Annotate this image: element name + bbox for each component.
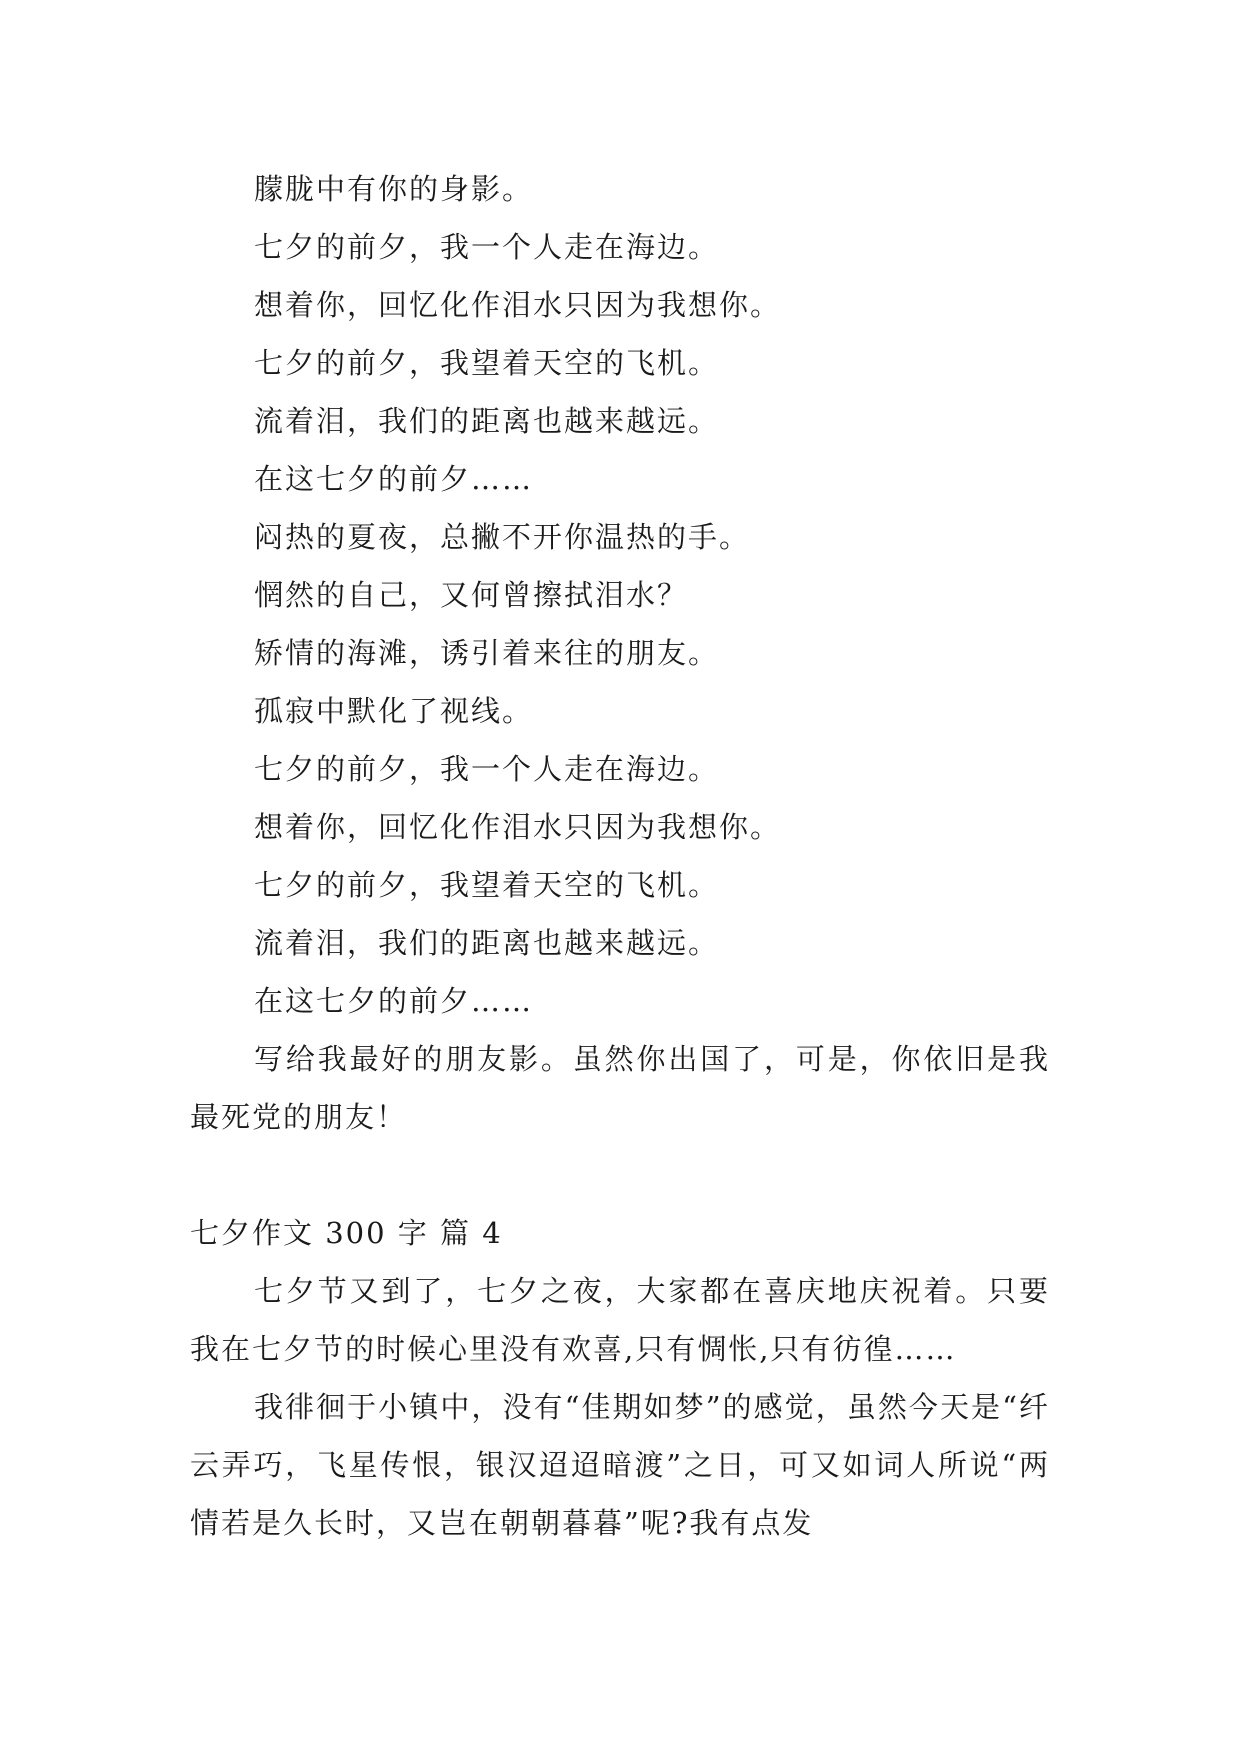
document-body: [190, 160, 1050, 1552]
essay-paragraph: 我徘徊于小镇中，没有“佳期如梦”的感觉，虽然今天是“纤云弄巧，飞星传恨，银汉迢迢暗渡”之日，可又如词人所说“两情若是久长时，又岂在朝朝暮暮”呢?我有点发: [190, 1390, 1050, 1540]
section-heading: 七夕作文 300 字 篇 4: [190, 1216, 503, 1250]
poem-line: 七夕的前夕，我望着天空的飞机。: [254, 868, 720, 902]
poem-line: 七夕的前夕，我一个人走在海边。: [254, 752, 720, 786]
poem-line: 在这七夕的前夕……: [254, 984, 534, 1018]
poem-line: 矫情的海滩，诱引着来往的朋友。: [254, 636, 720, 670]
closing-paragraph: 写给我最好的朋友影。虽然你出国了，可是，你依旧是我最死党的朋友！: [190, 1042, 1050, 1134]
poem-line: 孤寂中默化了视线。: [254, 694, 534, 728]
poem-line: 在这七夕的前夕……: [254, 462, 534, 496]
poem-line: 想着你，回忆化作泪水只因为我想你。: [254, 810, 782, 844]
poem-line: 流着泪，我们的距离也越来越远。: [254, 926, 720, 960]
poem-line: 惘然的自己，又何曾擦拭泪水？: [254, 578, 689, 612]
essay-paragraph: 七夕节又到了，七夕之夜，大家都在喜庆地庆祝着。只要我在七夕节的时候心里没有欢喜,只有惆怅,只有彷徨……: [190, 1274, 1050, 1366]
poem-line: 想着你，回忆化作泪水只因为我想你。: [254, 288, 782, 322]
poem-line: 流着泪，我们的距离也越来越远。: [254, 404, 720, 438]
poem-line: 七夕的前夕，我望着天空的飞机。: [254, 346, 720, 380]
poem-line: 朦胧中有你的身影。: [254, 172, 534, 206]
poem-line: 闷热的夏夜，总撇不开你温热的手。: [254, 520, 751, 554]
poem-line: 七夕的前夕，我一个人走在海边。: [254, 230, 720, 264]
